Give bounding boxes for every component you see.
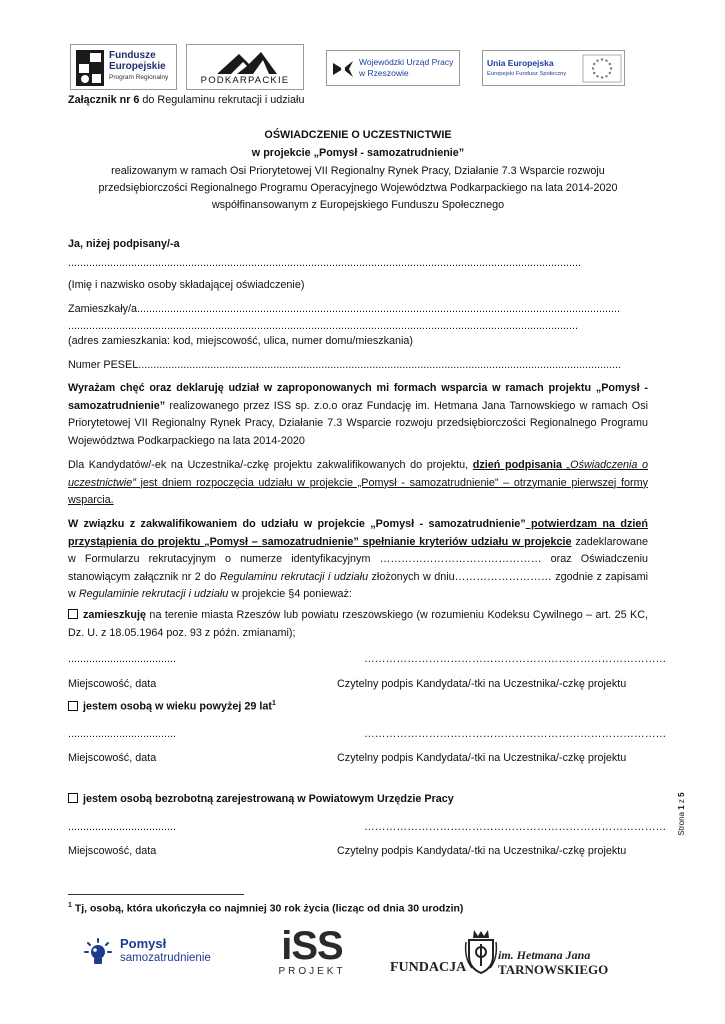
footnote	[68, 902, 463, 915]
sig1-signature-label: Czytelny podpis Kandydata/-tki na Uczestnika/-czkę projektu	[337, 678, 627, 690]
pomysl-title: Pomysł	[120, 936, 167, 951]
criterion-age	[68, 700, 276, 713]
fundacja-hetman: im. Hetmana Jana	[498, 948, 591, 962]
sig3-place-date: Miejscowość, data	[68, 845, 157, 857]
footnote-divider	[68, 894, 244, 895]
wup-logo	[326, 50, 460, 86]
annex-number: Załącznik nr 6	[68, 94, 140, 106]
residence-field[interactable]	[68, 303, 648, 316]
confirm-text3: w projekcie §4 ponieważ:	[228, 588, 352, 600]
fe-line1: Fundusze	[109, 50, 156, 61]
criterion-residence	[68, 607, 648, 642]
address-hint: (adres zamieszkania: kod, miejscowość, ulica, numer domu/mieszkania)	[68, 335, 414, 347]
name-field[interactable]: ...........................................................................................................................................................................	[68, 257, 581, 269]
sig2-signature-label: Czytelny podpis Kandydata/-tki na Uczestnika/-czkę projektu	[337, 752, 627, 764]
pesel-label: Numer PESEL	[68, 359, 139, 371]
criterion-residence-rest: na terenie miasta Rzeszów lub powiatu rzeszowskiego (w rozumieniu Kodeksu Cywilnego – art. 25 KC, Dz. U. z 18.05.1964 poz. 93 z późn. zmianami);	[68, 609, 648, 639]
lightbulb-icon	[84, 938, 112, 968]
candidates-signing-day: dzień podpisania	[472, 459, 562, 471]
page-total: 5	[677, 792, 686, 797]
confirm-bold-underline: potwierdzam na dzień przystąpienia do projektu „Pomysł – samozatrudnienie” spełnianie kryteriów udziału w projekcie	[68, 518, 648, 548]
candidates-rest: jest dniem rozpoczęcia udziału w projekcie „Pomysł - samozatrudnienie” – otrzymanie pierwszej formy wsparcia.	[68, 476, 648, 506]
unia-europejska-logo	[482, 50, 625, 86]
title-line3: współfinansowanym z Europejskiego Funduszu Społecznego	[211, 199, 505, 211]
criterion-age-sup: 1	[272, 700, 276, 707]
criterion-age-text: jestem osobą w wieku powyżej 29 lat	[83, 700, 273, 713]
sig2-place-dots[interactable]: ....................................	[68, 728, 176, 740]
podkarpackie-logo	[186, 44, 304, 90]
name-hint: (Imię i nazwisko osoby składającej oświadczenie)	[68, 279, 305, 291]
eu-flag-icon	[583, 55, 621, 82]
criterion-unemployed	[68, 793, 454, 805]
residence-dots: .................................................................................................................................................................	[137, 303, 620, 315]
fe-line3: Program Regionalny	[109, 74, 169, 81]
pomysl-logo	[84, 936, 244, 970]
fundacja-word: FUNDACJA	[390, 960, 467, 975]
confirm-bold: W związku z zakwalifikowaniem do udziału w projekcie „Pomysł - samozatrudnienie”	[68, 518, 526, 530]
page-of: z	[677, 796, 686, 806]
declaration-paragraph	[68, 380, 648, 450]
ue-line2: Europejski Fundusz Społeczny	[487, 71, 567, 77]
iss-text: iSS	[281, 924, 343, 968]
pesel-field[interactable]	[68, 359, 648, 372]
annex-rest: do Regulaminu rekrutacji i udziału	[139, 94, 305, 106]
checkbox-residence[interactable]	[68, 609, 78, 619]
fe-line2: Europejskie	[109, 61, 166, 72]
intro-label: Ja, niżej podpisany/-a	[68, 238, 180, 250]
pesel-dots: .................................................................................................................................................................	[138, 359, 622, 371]
iss-logo	[274, 924, 350, 980]
title-line2: przedsiębiorczości Regionalnego Programu Operacyjnego Województwa Podkarpackiego na lata 2014-2020	[98, 182, 618, 194]
fe-emblem-icon	[76, 50, 104, 86]
candidates-start: Dla Kandydatów/-ek na Uczestnika/-czkę projektu zakwalifikowanych do projektu,	[68, 459, 473, 471]
iss-projekt: PROJEKT	[278, 966, 346, 977]
candidates-doc-name: „Oświadczenia o uczestnictwie”	[68, 459, 649, 489]
fundacja-logo	[388, 928, 610, 982]
declaration-bold: Wyrażam chęć oraz deklaruję udział w zaproponowanych mi formach wsparcia w ramach projektu „Pomysł - samozatrudnienie”	[68, 382, 648, 412]
title-line1: realizowanym w ramach Osi Priorytetowej VII Regionalny Rynek Pracy, Działanie 7.3 Wsparcie rozwoju	[111, 165, 605, 177]
confirm-text1: zadeklarowane w Formularzu rekrutacyjnym o numerze identyfikacyjnym ……………………………………… oraz Oświadczeniu stanowiącym załącznik nr 2 do	[68, 535, 648, 583]
confirm-italic1: Regulaminu rekrutacji i udziału	[219, 570, 369, 583]
criterion-unemployed-text: jestem osobą bezrobotną zarejestrowaną w Powiatowym Urzędzie Pracy	[83, 793, 454, 805]
wup-line1: Wojewódzki Urząd Pracy	[359, 57, 454, 67]
candidates-paragraph	[68, 457, 648, 510]
sig2-signature-dots[interactable]: …………………………………………………………………………	[364, 728, 667, 740]
checkbox-unemployed[interactable]	[68, 793, 78, 803]
sig1-place-dots[interactable]: ....................................	[68, 653, 176, 665]
wup-line2: w Rzeszowie	[359, 68, 409, 78]
ue-line1: Unia Europejska	[487, 58, 554, 68]
coat-of-arms-icon	[464, 928, 498, 974]
sig2-place-date: Miejscowość, data	[68, 752, 157, 764]
checkbox-age[interactable]	[68, 701, 78, 711]
sig1-signature-dots[interactable]: …………………………………………………………………………	[364, 653, 667, 665]
footnote-sup: 1	[68, 902, 72, 909]
sig3-signature-dots[interactable]: …………………………………………………………………………	[364, 821, 667, 833]
mountains-icon	[217, 50, 277, 74]
footnote-text: Tj, osobą, która ukończyła co najmniej 30 rok życia (licząc od dnia 30 urodzin)	[71, 902, 464, 915]
pomysl-subtitle: samozatrudnienie	[120, 952, 211, 964]
address-field[interactable]: ..........................................................................................................................................................................	[68, 320, 578, 332]
project-name: w projekcie „Pomysł - samozatrudnienie”	[251, 147, 465, 159]
sig3-place-dots[interactable]: ....................................	[68, 821, 176, 833]
page-number	[676, 784, 688, 844]
page-label: Strona	[677, 809, 686, 836]
annex-header	[68, 93, 304, 107]
confirm-text2: złożonych w dniu……………………… zgodnie z zapisami w	[68, 570, 648, 600]
page-current: 1	[677, 805, 686, 810]
podkarpackie-name: PODKARPACKIE	[200, 75, 290, 86]
declaration-rest: realizowanego przez ISS sp. z.o.o oraz Fundację im. Hetmana Jana Tarnowskiego w ramach Osi Priorytetowej VII Regionalny Rynek Pracy, Działanie 7.3 Wsparcie rozwoju przedsiębiorczości Regionalnego Programu Województwa Podkarpackiego na lata 2014-2020	[68, 399, 648, 447]
wup-bird-icon	[331, 57, 355, 81]
fundusze-europejskie-logo	[70, 44, 177, 90]
sig3-signature-label: Czytelny podpis Kandydata/-tki na Uczestnika/-czkę projektu	[337, 845, 627, 857]
sig1-place-date: Miejscowość, data	[68, 678, 157, 690]
document-title: OŚWIADCZENIE O UCZESTNICTWIE	[264, 129, 452, 141]
confirm-paragraph	[68, 516, 648, 604]
confirm-italic2: Regulaminie rekrutacji i udziału	[78, 588, 229, 600]
residence-label: Zamieszkały/a	[68, 303, 137, 315]
fundacja-tarnowski: TARNOWSKIEGO	[498, 962, 609, 977]
criterion-residence-bold: zamieszkuję	[83, 609, 147, 621]
